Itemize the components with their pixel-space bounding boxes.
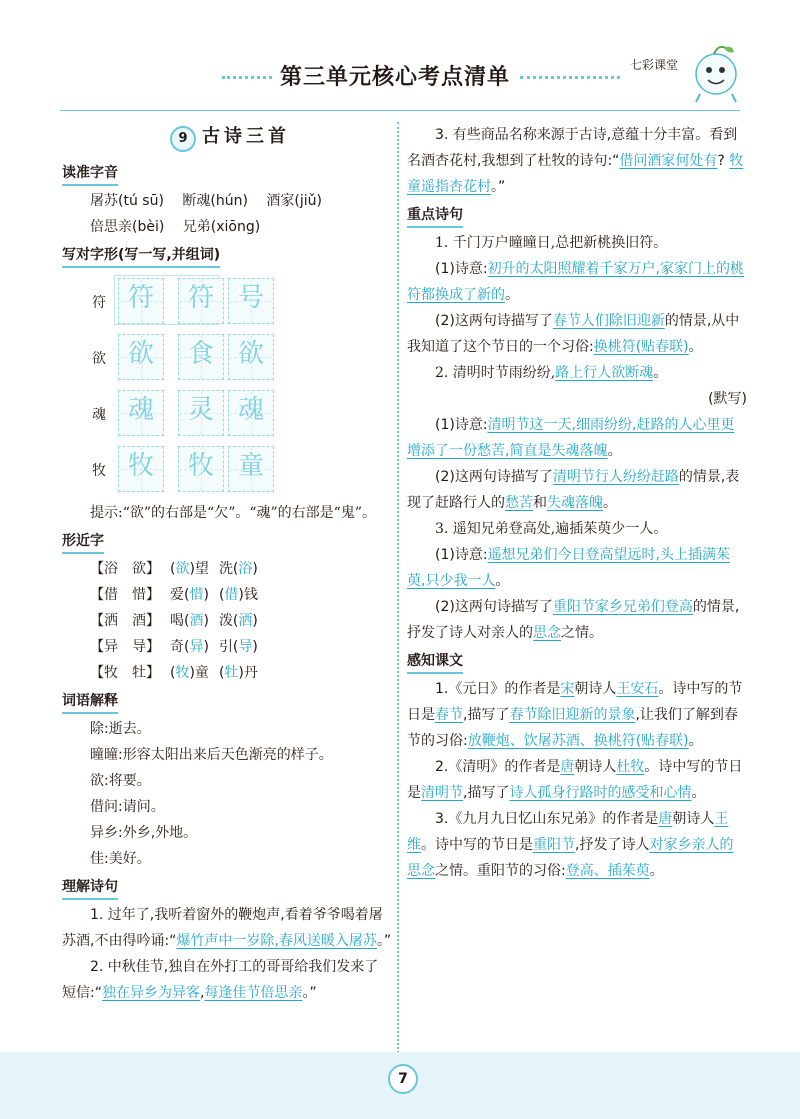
understanding-q1 bbox=[62, 902, 392, 954]
similar-a bbox=[170, 639, 209, 655]
text-item-3 bbox=[407, 806, 747, 884]
keyline-2-meaning bbox=[407, 412, 747, 464]
answer: 诗人孤身行路时的感受和心情 bbox=[509, 785, 692, 801]
writing-box bbox=[178, 390, 224, 436]
text: 爱( bbox=[170, 587, 190, 603]
writing-box bbox=[228, 446, 274, 492]
text: 之情。重阳节的习俗: bbox=[435, 863, 566, 879]
text: 和 bbox=[533, 495, 547, 511]
answer: 换桃符(贴春联) bbox=[593, 339, 689, 355]
pinyin-item: 屠苏(tú sū) bbox=[90, 193, 164, 209]
similar-a bbox=[170, 561, 209, 577]
writing-char: 欲 bbox=[92, 351, 106, 367]
text: ,让我们了解到春节的习俗: bbox=[407, 707, 738, 749]
text: ) bbox=[252, 613, 258, 629]
pinyin-item: 倍思亲(bèi) bbox=[90, 219, 165, 235]
keyline-1-scene bbox=[407, 308, 747, 360]
answer: 初升的太阳照耀着千家万户,家家门上的桃符都换成了新的 bbox=[407, 261, 745, 303]
text: (1)诗意: bbox=[435, 261, 488, 277]
answer: 宋 bbox=[560, 681, 575, 697]
section-keylines: 重点诗句 bbox=[407, 204, 463, 228]
answer: 登高、插茱萸 bbox=[565, 863, 650, 879]
text: 的情景,表现了赶路行人的 bbox=[407, 469, 740, 511]
text: 1. 过年了,我听着窗外的鞭炮声,看着爷爷喝着屠苏酒,不由得吟诵:“ bbox=[62, 907, 383, 949]
similar-b bbox=[219, 587, 258, 603]
text: 。 bbox=[505, 287, 519, 303]
text: ? bbox=[717, 153, 730, 169]
answer: 借问酒家何处有 bbox=[619, 153, 718, 169]
answer: 牡 bbox=[224, 665, 239, 681]
section-pronunciation: 读准字音 bbox=[62, 162, 118, 186]
similar-row bbox=[62, 608, 392, 634]
text: (2)这两句诗描写了 bbox=[435, 599, 553, 615]
vocab-item: 曈曈:形容太阳出来后天色渐亮的样子。 bbox=[90, 747, 333, 763]
text: 。 bbox=[691, 785, 706, 801]
vocab-item: 异乡:外乡,外地。 bbox=[90, 825, 198, 841]
trace-char: 号 bbox=[237, 283, 264, 313]
text: 。 bbox=[649, 863, 664, 879]
similar-a bbox=[170, 587, 209, 603]
answer: 杜牧 bbox=[616, 759, 645, 775]
answer: 唐 bbox=[560, 759, 575, 775]
similar-row bbox=[62, 634, 392, 660]
trace-char: 欲 bbox=[237, 339, 264, 369]
text: 。” bbox=[376, 933, 392, 949]
text: 。” bbox=[302, 985, 317, 1001]
text: 洗( bbox=[218, 561, 239, 577]
writing-box bbox=[178, 334, 224, 380]
similar-group: 【牧 牡】 bbox=[90, 665, 160, 681]
brand-label: 七彩课堂 bbox=[630, 58, 679, 72]
answer: 遥想兄弟们今日登高望远时,头上插满茱萸,只少我一人 bbox=[407, 547, 731, 589]
answer: 异 bbox=[189, 639, 204, 655]
similar-b bbox=[219, 639, 258, 655]
text: ( bbox=[218, 665, 225, 681]
text: 喝( bbox=[170, 613, 190, 629]
text-item-2 bbox=[407, 754, 747, 806]
writing-box bbox=[118, 334, 164, 380]
writing-char: 牧 bbox=[92, 463, 106, 479]
answer: 重阳节 bbox=[533, 837, 575, 853]
similar-row bbox=[62, 582, 392, 608]
text: 。 bbox=[653, 365, 668, 381]
trace-char: 欲 bbox=[127, 339, 154, 369]
text: 朝诗人 bbox=[574, 681, 617, 697]
section-vocab: 词语解释 bbox=[62, 690, 118, 714]
section-similar: 形近字 bbox=[62, 530, 104, 554]
text: (1)诗意: bbox=[435, 417, 488, 433]
answer: 酒 bbox=[189, 613, 204, 629]
answer: 王安石 bbox=[616, 681, 659, 697]
text: 1.《元日》的作者是 bbox=[435, 681, 561, 697]
text: ) bbox=[252, 561, 258, 577]
text: ( bbox=[218, 587, 225, 603]
answer: 思念 bbox=[533, 625, 561, 641]
answer: 对家乡亲人的思念 bbox=[407, 837, 734, 879]
similar-row bbox=[62, 660, 392, 686]
text: 朝诗人 bbox=[574, 759, 617, 775]
answer: 独在异乡为异客 bbox=[101, 985, 200, 1001]
writing-tip: 提示:“欲”的右部是“欠”。“魂”的右部是“鬼”。 bbox=[90, 505, 376, 521]
section-texts: 感知课文 bbox=[407, 650, 463, 674]
pinyin-item: 断魂(hún) bbox=[182, 193, 248, 209]
dictation-note: (默写) bbox=[708, 391, 747, 407]
understanding-q3 bbox=[407, 122, 747, 200]
answer: 清明节 bbox=[421, 785, 463, 801]
text: )丹 bbox=[238, 665, 258, 681]
similar-b bbox=[219, 665, 258, 681]
text: , bbox=[199, 985, 205, 1001]
text: (1)诗意: bbox=[435, 547, 488, 563]
answer: 导 bbox=[238, 639, 253, 655]
similar-group: 【异 导】 bbox=[90, 639, 160, 655]
understanding-q2 bbox=[62, 954, 392, 1006]
keyline-3-scene bbox=[407, 594, 747, 646]
right-column bbox=[407, 122, 747, 884]
text: 2. 中秋佳节,独自在外打工的哥哥给我们发来了短信:“ bbox=[62, 959, 379, 1001]
vocab-item: 除:逝去。 bbox=[90, 721, 151, 737]
writing-box bbox=[118, 390, 164, 436]
vocab-item: 欲:将要。 bbox=[90, 773, 151, 789]
lesson-title: 古诗三首 bbox=[202, 126, 290, 147]
answer: 牧 bbox=[175, 665, 190, 681]
vocab-list bbox=[62, 716, 392, 872]
answer: 欲 bbox=[175, 561, 190, 577]
left-column bbox=[62, 122, 392, 1006]
text: ) bbox=[203, 639, 209, 655]
text: ( bbox=[170, 665, 176, 681]
keyline-3: 3. 遥知兄弟登高处,遍插茱萸少一人。 bbox=[435, 521, 668, 537]
writing-grid bbox=[62, 274, 392, 500]
answer: 失魂落魄 bbox=[547, 495, 603, 511]
text-item-1 bbox=[407, 676, 747, 754]
text: 。 bbox=[688, 339, 703, 355]
column-divider bbox=[397, 122, 399, 1057]
text: 引( bbox=[218, 639, 239, 655]
keyline-1: 1. 千门万户曈曈日,总把新桃换旧符。 bbox=[435, 235, 668, 251]
text: 的情景,抒发了诗人对亲人的 bbox=[407, 599, 740, 641]
writing-box bbox=[118, 278, 164, 324]
answer: 春节 bbox=[435, 707, 463, 723]
answer: 浴 bbox=[238, 561, 253, 577]
writing-box bbox=[228, 334, 274, 380]
text: 的情景,从中我知道了这个节日的一个习俗: bbox=[407, 313, 740, 355]
lesson-heading bbox=[62, 122, 392, 156]
text: )童 bbox=[189, 665, 209, 681]
trace-char: 食 bbox=[187, 339, 214, 369]
answer: 路上行人欲断魂 bbox=[555, 365, 654, 381]
similar-a bbox=[170, 665, 209, 681]
section-understanding: 理解诗句 bbox=[62, 876, 118, 900]
similar-b bbox=[219, 561, 258, 577]
page-header bbox=[0, 0, 800, 120]
text: 。 bbox=[603, 495, 617, 511]
header-rule bbox=[60, 110, 740, 111]
trace-char: 符 bbox=[187, 283, 214, 313]
similar-row bbox=[62, 556, 392, 582]
text: 3.《九月九日忆山东兄弟》的作者是 bbox=[435, 811, 659, 827]
writing-box bbox=[118, 446, 164, 492]
answer: 爆竹声中一岁除,春风送暖入屠苏 bbox=[176, 933, 377, 949]
text: )钱 bbox=[238, 587, 258, 603]
text: 。 bbox=[495, 573, 510, 589]
text: (2)这两句诗描写了 bbox=[435, 313, 553, 329]
answer: 洒 bbox=[238, 613, 253, 629]
trace-char: 灵 bbox=[187, 395, 214, 425]
answer: 春节人们除旧迎新 bbox=[552, 313, 665, 329]
page-title: 第三单元核心考点清单 bbox=[280, 64, 511, 90]
keyline-2-scene bbox=[407, 464, 747, 516]
writing-box bbox=[228, 278, 274, 324]
text: (2)这两句诗描写了 bbox=[435, 469, 553, 485]
pinyin-row-2 bbox=[62, 214, 392, 240]
pinyin-item: 兄弟(xiōng) bbox=[182, 219, 261, 235]
title-dots-left bbox=[222, 76, 272, 79]
trace-char: 魂 bbox=[237, 395, 264, 425]
similar-a bbox=[170, 613, 209, 629]
keyline-1-meaning bbox=[407, 256, 747, 308]
text: ,抒发了诗人 bbox=[575, 837, 650, 853]
trace-char: 魂 bbox=[127, 395, 154, 425]
mascot-icon bbox=[688, 42, 746, 106]
pinyin-item: 酒家(jiǔ) bbox=[266, 193, 322, 209]
page-number: 7 bbox=[388, 1064, 418, 1094]
writing-box bbox=[178, 446, 224, 492]
answer: 春节除旧迎新的景象 bbox=[509, 707, 636, 723]
vocab-item: 佳:美好。 bbox=[90, 851, 151, 867]
similar-b bbox=[219, 613, 258, 629]
text: 。 bbox=[607, 443, 622, 459]
text: 泼( bbox=[218, 613, 239, 629]
trace-char: 童 bbox=[237, 451, 264, 481]
answer: 愁苦 bbox=[505, 495, 533, 511]
trace-char: 牧 bbox=[187, 451, 214, 481]
text: ,描写了 bbox=[463, 785, 510, 801]
keyline-2 bbox=[407, 360, 747, 386]
writing-char: 魂 bbox=[92, 407, 106, 423]
text: ) bbox=[203, 587, 209, 603]
answer: 惜 bbox=[189, 587, 204, 603]
keyline-3-meaning bbox=[407, 542, 747, 594]
text: )望 bbox=[189, 561, 209, 577]
similar-group: 【洒 酒】 bbox=[90, 613, 160, 629]
text: 之情。 bbox=[561, 625, 603, 641]
text: 。诗中写的节日是 bbox=[407, 681, 743, 723]
trace-char: 符 bbox=[127, 283, 154, 313]
text: ) bbox=[203, 613, 209, 629]
text: ,描写了 bbox=[463, 707, 510, 723]
text: 朝诗人 bbox=[672, 811, 715, 827]
answer: 清明节这一天,细雨纷纷,赶路的人心里更增添了一份愁苦,简直是失魂落魄 bbox=[407, 417, 735, 459]
section-writing: 写对字形(写一写,并组词) bbox=[62, 244, 220, 268]
answer: 重阳节家乡兄弟们登高 bbox=[552, 599, 693, 615]
text: 。诗中写的节日是 bbox=[407, 759, 743, 801]
text: 。” bbox=[491, 179, 506, 195]
writing-char: 符 bbox=[92, 295, 106, 311]
similar-group: 【浴 欲】 bbox=[90, 561, 160, 577]
text: 2. 清明时节雨纷纷, bbox=[435, 365, 556, 381]
pinyin-row-1 bbox=[62, 188, 392, 214]
lesson-number: 9 bbox=[170, 126, 196, 152]
text: 。 bbox=[688, 733, 703, 749]
answer: 每逢佳节倍思亲 bbox=[204, 985, 303, 1001]
similar-group: 【借 惜】 bbox=[90, 587, 160, 603]
answer: 借 bbox=[224, 587, 239, 603]
answer: 王维 bbox=[407, 811, 729, 853]
answer: 唐 bbox=[658, 811, 673, 827]
answer: 放鞭炮、饮屠苏酒、换桃符(贴春联) bbox=[467, 733, 689, 749]
answer: 牧童遥指杏花村 bbox=[407, 153, 744, 195]
trace-char: 牧 bbox=[127, 451, 154, 481]
writing-box bbox=[178, 278, 224, 324]
text: 奇( bbox=[170, 639, 190, 655]
title-dots-right bbox=[520, 76, 620, 79]
text: ( bbox=[170, 561, 176, 577]
text: ) bbox=[252, 639, 258, 655]
writing-box bbox=[228, 390, 274, 436]
text: 3. 有些商品名称来源于古诗,意蕴十分丰富。看到名酒杏花村,我想到了杜牧的诗句:“ bbox=[407, 127, 738, 169]
text: 。诗中写的节日是 bbox=[421, 837, 533, 853]
vocab-item: 借问:请问。 bbox=[90, 799, 165, 815]
answer: 清明节行人纷纷赶路 bbox=[552, 469, 679, 485]
text: 2.《清明》的作者是 bbox=[435, 759, 561, 775]
